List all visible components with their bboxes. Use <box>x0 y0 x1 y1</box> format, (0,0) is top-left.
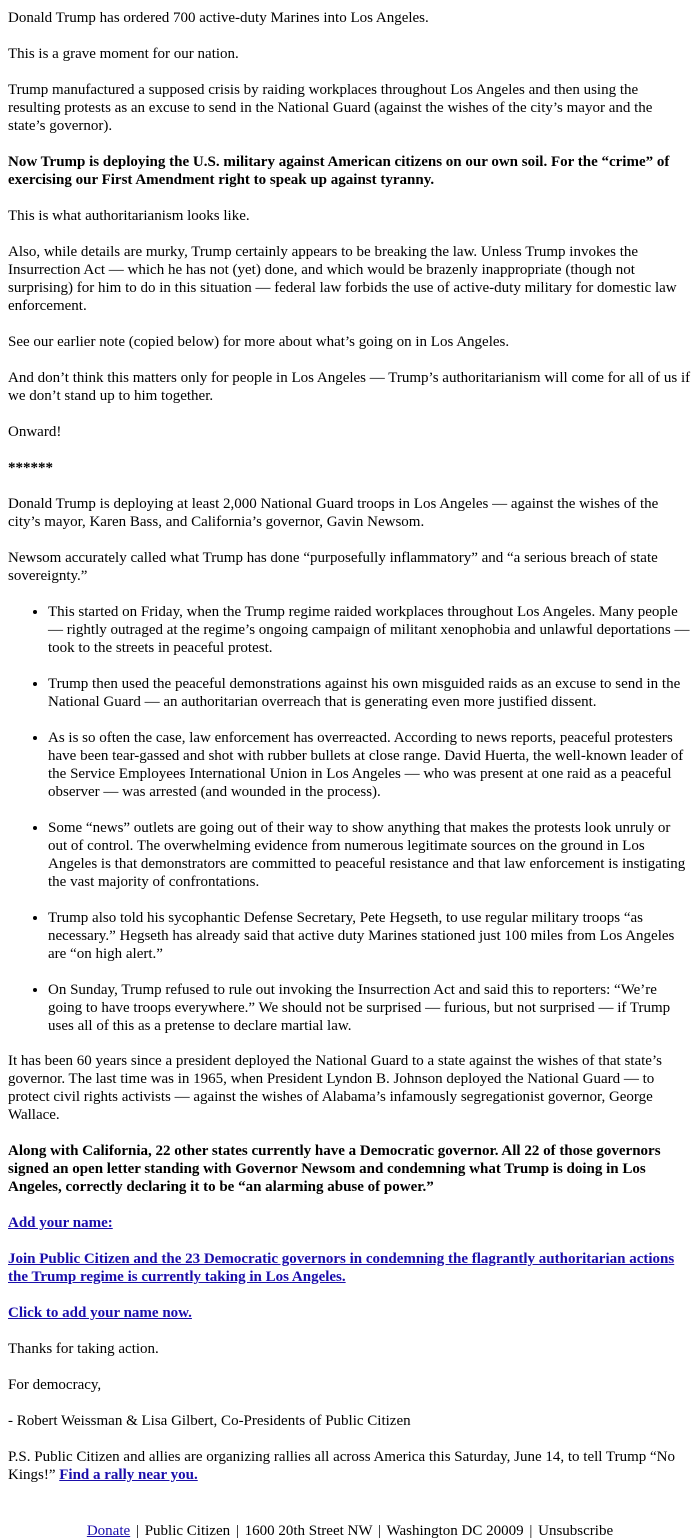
earlier-note-paragraph-1: Donald Trump is deploying at least 2,000 National Guard troops in Los Angeles — against the wishes of the city’s mayor, Karen Bass, and California’s governor, Gavin Newsom. <box>8 496 659 530</box>
intro-paragraph-1: Donald Trump has ordered 700 active-duty Marines into Los Angeles. <box>8 10 429 26</box>
footer-separator: | <box>235 1523 239 1539</box>
list-item: • Some “news” outlets are going out of their way to show anything that makes the protests look unruly or out of control. The overwhelming evidence from numerous legitimate sources on the ground in Los Angeles is that demonstrators are committed to peaceful resistance and that law enforcement is instigating the vast majority of confrontations. <box>48 819 692 891</box>
intro-paragraph-6: Also, while details are murky, Trump certainly appears to be breaking the law. Unless Trump invokes the Insurrection Act — which he has not (yet) done, and which would be brazenly inappropriate (though not surprising) for him to do in this situation — federal law forbids the use of active-duty military for domestic law enforcement. <box>8 244 677 314</box>
add-your-name-link[interactable]: Add your name: <box>8 1215 113 1231</box>
footer-separator: | <box>135 1523 139 1539</box>
list-item: • This started on Friday, when the Trump regime raided workplaces throughout Los Angeles. Many people — rightly outraged at the regime’s ongoing campaign of militant xenophobia and unlawful deportations — took to the streets in peaceful protest. <box>48 603 692 657</box>
intro-onward: Onward! <box>8 424 62 440</box>
bullet-list <box>8 603 692 1035</box>
list-item: • Trump then used the peaceful demonstrations against his own misguided raids as an excuse to send in the National Guard — an authoritarian overreach that is generating even more justified dissent. <box>48 675 692 711</box>
footer-org: Public Citizen <box>144 1523 231 1539</box>
signature: - Robert Weissman & Lisa Gilbert, Co-Presidents of Public Citizen <box>8 1413 411 1429</box>
footer-city: Washington DC 20009 <box>386 1523 524 1539</box>
thanks-text: Thanks for taking action. <box>8 1341 159 1357</box>
intro-paragraph-5: This is what authoritarianism looks like. <box>8 208 250 224</box>
donate-link[interactable]: Donate <box>86 1523 131 1539</box>
list-item: • Trump also told his sycophantic Defense Secretary, Pete Hegseth, to use regular military troops “as necessary.” Hegseth has already said that active duty Marines stationed just 100 miles from Los Angeles are “on high alert.” <box>48 909 692 963</box>
section-divider: ****** <box>8 460 53 476</box>
for-democracy-text: For democracy, <box>8 1377 102 1393</box>
intro-paragraph-8: And don’t think this matters only for people in Los Angeles — Trump’s authoritarianism will come for all of us if we don’t stand up to him together. <box>8 370 691 404</box>
click-to-add-name-link[interactable]: Click to add your name now. <box>8 1305 192 1321</box>
intro-paragraph-3: Trump manufactured a supposed crisis by raiding workplaces throughout Los Angeles and then using the resulting protests as an excuse to send in the National Guard (against the wishes of the city’s mayor and the state’s governor). <box>8 82 653 134</box>
intro-bold-paragraph: Now Trump is deploying the U.S. military against American citizens on our own soil. For the “crime” of exercising our First Amendment right to speak up against tyranny. <box>8 154 670 188</box>
footer-separator: | <box>529 1523 533 1539</box>
earlier-note-paragraph-2: Newsom accurately called what Trump has done “purposefully inflammatory” and “a serious breach of state sovereignty.” <box>8 550 658 584</box>
postscript <box>8 1448 692 1484</box>
earlier-note-paragraph-3: It has been 60 years since a president deployed the National Guard to a state against the wishes of that state’s governor. The last time was in 1965, when President Lyndon B. Johnson deployed the National Guard — to protect civil rights activists — against the wishes of Alabama’s infamously segregationist governor, George Wallace. <box>8 1053 662 1123</box>
unsubscribe-link[interactable]: Unsubscribe <box>538 1523 614 1539</box>
find-rally-link[interactable]: Find a rally near you. <box>59 1467 198 1483</box>
footer-separator: | <box>378 1523 382 1539</box>
postscript-text: P.S. Public Citizen and allies are organizing rallies all across America this Saturday, June 14, to tell Trump “No Kings!” <box>8 1449 675 1483</box>
intro-paragraph-2: This is a grave moment for our nation. <box>8 46 239 62</box>
list-item: • On Sunday, Trump refused to rule out invoking the Insurrection Act and said this to reporters: “We’re going to have troops everywhere.” We should not be surprised — furious, but not surprised — if Trump uses all of this as a pretense to declare martial law. <box>48 981 692 1035</box>
join-condemnation-link[interactable]: Join Public Citizen and the 23 Democratic governors in condemning the flagrantly authoritarian actions the Trump regime is currently taking in Los Angeles. <box>8 1251 675 1285</box>
list-item: • As is so often the case, law enforcement has overreacted. According to news reports, peaceful protesters have been tear-gassed and shot with rubber bullets at close range. David Huerta, the well-known leader of the Service Employees International Union in Los Angeles — who was present at one raid as a peaceful observer — was arrested (and wounded in the process). <box>48 729 692 801</box>
footer <box>8 1522 692 1540</box>
footer-address: 1600 20th Street NW <box>244 1523 373 1539</box>
intro-paragraph-7: See our earlier note (copied below) for more about what’s going on in Los Angeles. <box>8 334 510 350</box>
earlier-note-bold-paragraph: Along with California, 22 other states currently have a Democratic governor. All 22 of those governors signed an open letter standing with Governor Newsom and condemning what Trump is doing in Los Angeles, correctly declaring it to be “an alarming abuse of power.” <box>8 1143 661 1195</box>
